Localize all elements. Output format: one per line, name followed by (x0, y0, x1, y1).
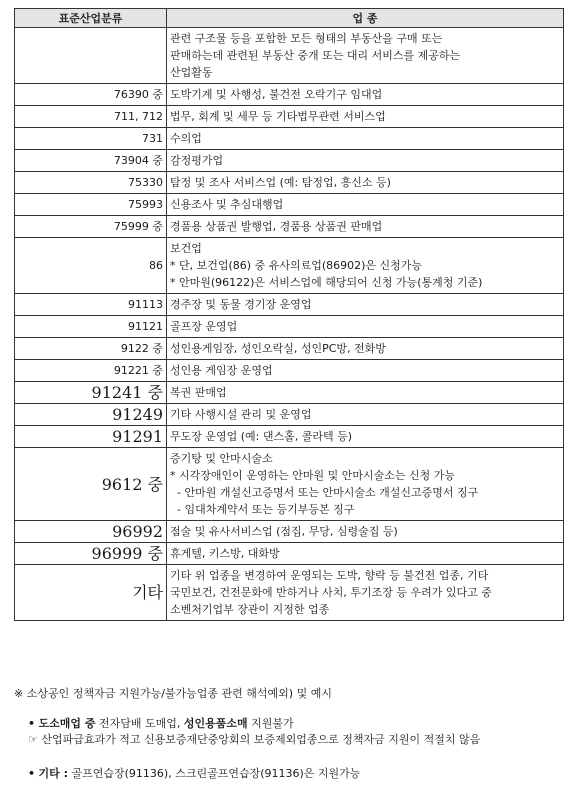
table-row (15, 360, 564, 382)
table-row (15, 294, 564, 316)
business-type-line: 법무, 회계 및 세무 등 기타법무관련 서비스업 (170, 110, 386, 123)
business-type-line: 복권 판매업 (170, 386, 227, 399)
industry-code-cell: 731 (15, 128, 167, 150)
business-type-line: 골프장 운영업 (170, 320, 238, 333)
table-row (15, 128, 564, 150)
industry-code-cell: 711, 712 (15, 106, 167, 128)
business-type-cell (167, 238, 564, 294)
note-text: 전자담배 도매업, (95, 717, 184, 730)
business-type-line: - 안마원 개설신고증명서 또는 안마시술소 개설신고증명서 징구 (170, 486, 479, 499)
industry-code-cell: 96992 (15, 521, 167, 543)
industry-code-cell: 73904 중 (15, 150, 167, 172)
table-row (15, 238, 564, 294)
business-type-cell (167, 128, 564, 150)
business-type-line: 도박기계 및 사행성, 불건전 오락기구 임대업 (170, 88, 383, 101)
business-type-line: 무도장 운영업 (예: 댄스홀, 콜라텍 등) (170, 430, 353, 443)
note-bold-adult-goods: 성인용품소매 (183, 717, 248, 730)
industry-code-cell: 91221 중 (15, 360, 167, 382)
business-type-cell (167, 565, 564, 621)
business-type-cell (167, 426, 564, 448)
table-row (15, 106, 564, 128)
business-type-line: 보건업 (170, 242, 202, 255)
table-row (15, 172, 564, 194)
note-item-etc (28, 766, 564, 782)
note-bold-etc: 기타 : (38, 767, 69, 780)
industry-code-cell: 91241 중 (15, 382, 167, 404)
business-type-cell (167, 448, 564, 521)
table-row (15, 338, 564, 360)
business-type-line: * 단, 보건업(86) 중 유사의료업(86902)은 신청가능 (170, 259, 423, 272)
industry-code-cell: 75999 중 (15, 216, 167, 238)
business-type-cell (167, 338, 564, 360)
table-row (15, 382, 564, 404)
table-body (15, 28, 564, 621)
business-type-cell (167, 28, 564, 84)
table-row (15, 150, 564, 172)
business-type-line: 산업활동 (170, 66, 213, 79)
industry-code-cell (15, 28, 167, 84)
business-type-line: 성인용 게임장 운영업 (170, 364, 273, 377)
industry-code-cell: 9122 중 (15, 338, 167, 360)
industry-code-cell: 86 (15, 238, 167, 294)
business-type-line: * 시각장애인이 운영하는 안마원 및 안마시술소는 신청 가능 (170, 469, 455, 482)
business-type-line: 기타 사행시설 관리 및 운영업 (170, 408, 312, 421)
business-type-line: 수의업 (170, 132, 202, 145)
business-type-cell (167, 316, 564, 338)
business-type-cell (167, 172, 564, 194)
business-type-cell (167, 521, 564, 543)
business-type-line: * 안마원(96122)은 서비스업에 해당되어 신청 가능(통계청 기준) (170, 276, 483, 289)
table-row (15, 448, 564, 521)
business-type-line: 증기탕 및 안마시술소 (170, 452, 273, 465)
table-row (15, 565, 564, 621)
business-type-cell (167, 150, 564, 172)
table-row (15, 404, 564, 426)
table-row (15, 521, 564, 543)
business-type-cell (167, 543, 564, 565)
table-row (15, 194, 564, 216)
business-type-line: 소벤처기업부 장관이 지정한 업종 (170, 603, 330, 616)
note-text: 지원불가 (247, 717, 294, 730)
industry-code-cell: 91249 (15, 404, 167, 426)
business-type-line: 탐정 및 조사 서비스업 (예: 탐정업, 흥신소 등) (170, 176, 391, 189)
business-type-line: 감정평가업 (170, 154, 224, 167)
business-type-cell (167, 216, 564, 238)
business-type-cell (167, 294, 564, 316)
header-industry-code: 표준산업분류 (15, 9, 167, 28)
business-type-line: 점술 및 유사서비스업 (점집, 무당, 심령술집 등) (170, 525, 398, 538)
bullet: • (28, 767, 36, 780)
industry-code-cell: 기타 (15, 565, 167, 621)
industry-code-cell: 76390 중 (15, 84, 167, 106)
bullet: • (28, 717, 36, 730)
business-type-line: 관련 구조물 등을 포함한 모든 형태의 부동산을 구매 또는 (170, 32, 443, 45)
industry-table (14, 8, 564, 621)
business-type-line: 경품용 상품권 발행업, 경품용 상품권 판매업 (170, 220, 383, 233)
note-bold-wholesale: 도소매업 중 (38, 717, 96, 730)
table-row (15, 316, 564, 338)
note-item-wholesale (28, 716, 564, 732)
business-type-cell (167, 404, 564, 426)
industry-code-cell: 96999 중 (15, 543, 167, 565)
business-type-line: - 임대차계약서 또는 등기부등본 징구 (170, 503, 355, 516)
business-type-cell (167, 382, 564, 404)
industry-code-cell: 75330 (15, 172, 167, 194)
industry-code-cell: 75993 (15, 194, 167, 216)
industry-code-cell: 91291 (15, 426, 167, 448)
notes-section (14, 686, 564, 782)
industry-code-cell: 91113 (15, 294, 167, 316)
business-type-line: 경주장 및 동물 경기장 운영업 (170, 298, 312, 311)
business-type-line: 국민보건, 건전문화에 반하거나 사치, 투기조장 등 우려가 있다고 중 (170, 586, 492, 599)
note-text: 골프연습장(91136), 스크린골프연습장(91136)은 지원가능 (68, 767, 361, 780)
business-type-cell (167, 360, 564, 382)
business-type-line: 성인용게임장, 성인오락실, 성인PC방, 전화방 (170, 342, 386, 355)
business-type-cell (167, 106, 564, 128)
business-type-line: 신용조사 및 추심대행업 (170, 198, 284, 211)
industry-code-cell: 9612 중 (15, 448, 167, 521)
table-row (15, 84, 564, 106)
header-business-type: 업 종 (167, 9, 564, 28)
notes-title: ※ 소상공인 정책자금 지원가능/불가능업종 관련 해석예외) 및 예시 (14, 687, 332, 700)
business-type-line: 기타 위 업종을 변경하여 운영되는 도박, 향락 등 불건전 업종, 기타 (170, 569, 489, 582)
business-type-line: 판매하는데 관련된 부동산 중개 또는 대리 서비스를 제공하는 (170, 49, 461, 62)
note-item-reason: ☞ 산업파급효과가 적고 신용보증재단중앙회의 보증제외업종으로 정책자금 지원이 적절치 않음 (28, 733, 481, 746)
table-header-row (15, 9, 564, 28)
table-row (15, 216, 564, 238)
table-row (15, 28, 564, 84)
business-type-cell (167, 194, 564, 216)
table-row (15, 426, 564, 448)
table-row (15, 543, 564, 565)
industry-code-cell: 91121 (15, 316, 167, 338)
business-type-cell (167, 84, 564, 106)
business-type-line: 휴게텔, 키스방, 대화방 (170, 547, 280, 560)
